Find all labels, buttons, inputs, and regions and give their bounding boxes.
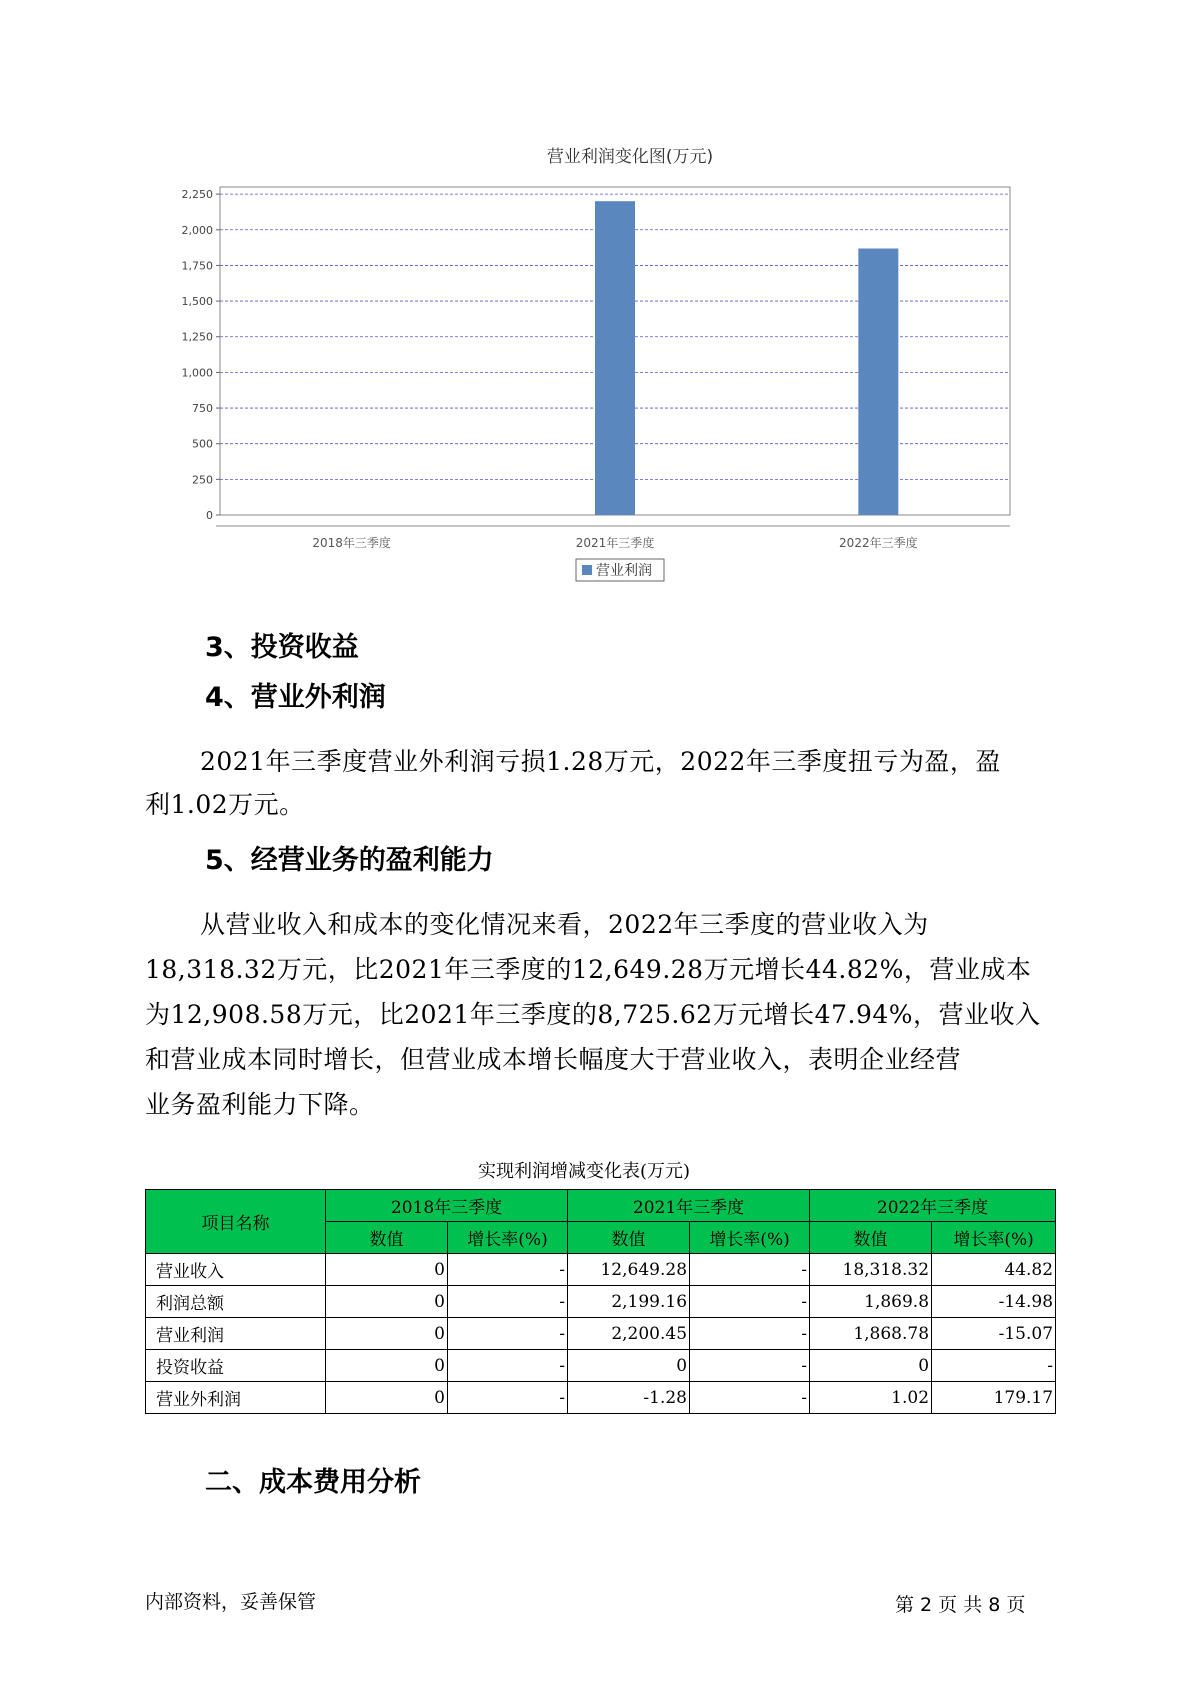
section-5-para-line: 从营业收入和成本的变化情况来看，2022年三季度的营业收入为 [200,910,929,939]
cell: 179.17 [932,1382,1056,1414]
section-5-para-line: 为12,908.58万元，比2021年三季度的8,725.62万元增长47.94%，营业收入 [145,1000,1041,1029]
footer-note: 内部资料，妥善保管 [145,1591,317,1613]
cell: - [932,1350,1056,1382]
cell: 1,868.78 [810,1318,932,1350]
x-tick-label: 2021年三季度 [575,536,655,550]
cell: -15.07 [932,1318,1056,1350]
row-name: 营业外利润 [146,1382,326,1414]
header-period: 2021年三季度 [568,1190,810,1222]
header-period: 2018年三季度 [326,1190,568,1222]
table-caption: 实现利润增减变化表(万元) [478,1161,691,1182]
cell: - [690,1318,810,1350]
table-row [146,1350,1056,1382]
y-tick-label: 1,250 [181,330,213,344]
page-number: 第 2 页 共 8 页 [895,1594,1026,1616]
operating-profit-chart [150,140,1030,590]
cell: 2,200.45 [568,1318,690,1350]
y-tick-label: 2,250 [181,188,213,202]
bar [858,248,898,515]
y-tick-label: 1,500 [181,295,213,309]
cell: - [448,1382,568,1414]
header-rate: 增长率(%) [932,1222,1056,1254]
table-row [146,1318,1056,1350]
section-5-title: 5、经营业务的盈利能力 [205,845,494,876]
legend-swatch [582,565,592,575]
cell: 0 [326,1382,448,1414]
header-value: 数值 [810,1222,932,1254]
y-tick-label: 1,750 [181,259,213,273]
cell: 12,649.28 [568,1254,690,1286]
header-item-name: 项目名称 [146,1190,326,1254]
section-3-title: 3、投资收益 [205,632,359,663]
table-row [146,1254,1056,1286]
y-tick-label: 250 [192,473,213,487]
header-rate: 增长率(%) [448,1222,568,1254]
y-tick-label: 2,000 [181,223,213,237]
profit-change-table [145,1189,1056,1414]
chart-title: 营业利润变化图(万元) [546,147,714,167]
cell: 0 [326,1350,448,1382]
cell: 0 [326,1286,448,1318]
header-rate: 增长率(%) [690,1222,810,1254]
cell: - [690,1254,810,1286]
cell: - [448,1286,568,1318]
cell: -1.28 [568,1382,690,1414]
cell: 0 [810,1350,932,1382]
cell: - [690,1382,810,1414]
y-tick-label: 750 [192,402,213,416]
header-value: 数值 [568,1222,690,1254]
section-4-para-line: 2021年三季度营业外利润亏损1.28万元，2022年三季度扭亏为盈，盈 [200,747,1001,776]
cell: 0 [326,1254,448,1286]
section-4-title: 4、营业外利润 [205,682,386,713]
table-row [146,1286,1056,1318]
y-tick-label: 0 [206,509,213,522]
x-tick-label: 2018年三季度 [312,536,391,550]
header-value: 数值 [326,1222,448,1254]
cell: 1,869.8 [810,1286,932,1318]
y-tick-label: 500 [192,437,213,451]
section-cost-title: 二、成本费用分析 [205,1467,421,1498]
y-tick-label: 1,000 [181,366,213,380]
cell: - [690,1350,810,1382]
row-name: 投资收益 [146,1350,326,1382]
cell: -14.98 [932,1286,1056,1318]
legend-label: 营业利润 [596,563,652,579]
header-period: 2022年三季度 [810,1190,1056,1222]
cell: 2,199.16 [568,1286,690,1318]
row-name: 利润总额 [146,1286,326,1318]
cell: - [690,1286,810,1318]
cell: 0 [568,1350,690,1382]
cell: - [448,1350,568,1382]
cell: 0 [326,1318,448,1350]
section-5-para-line: 业务盈利能力下降。 [145,1090,375,1119]
cell: 44.82 [932,1254,1056,1286]
table-row [146,1382,1056,1414]
x-tick-label: 2022年三季度 [839,536,918,550]
cell: 18,318.32 [810,1254,932,1286]
section-5-para-line: 18,318.32万元，比2021年三季度的12,649.28万元增长44.82%，营业成本 [145,955,1032,984]
cell: - [448,1318,568,1350]
section-4-para-line: 利1.02万元。 [145,790,305,819]
cell: 1.02 [810,1382,932,1414]
row-name: 营业收入 [146,1254,326,1286]
row-name: 营业利润 [146,1318,326,1350]
cell: - [448,1254,568,1286]
bar [595,201,635,515]
section-5-para-line: 和营业成本同时增长，但营业成本增长幅度大于营业收入，表明企业经营 [145,1045,962,1074]
